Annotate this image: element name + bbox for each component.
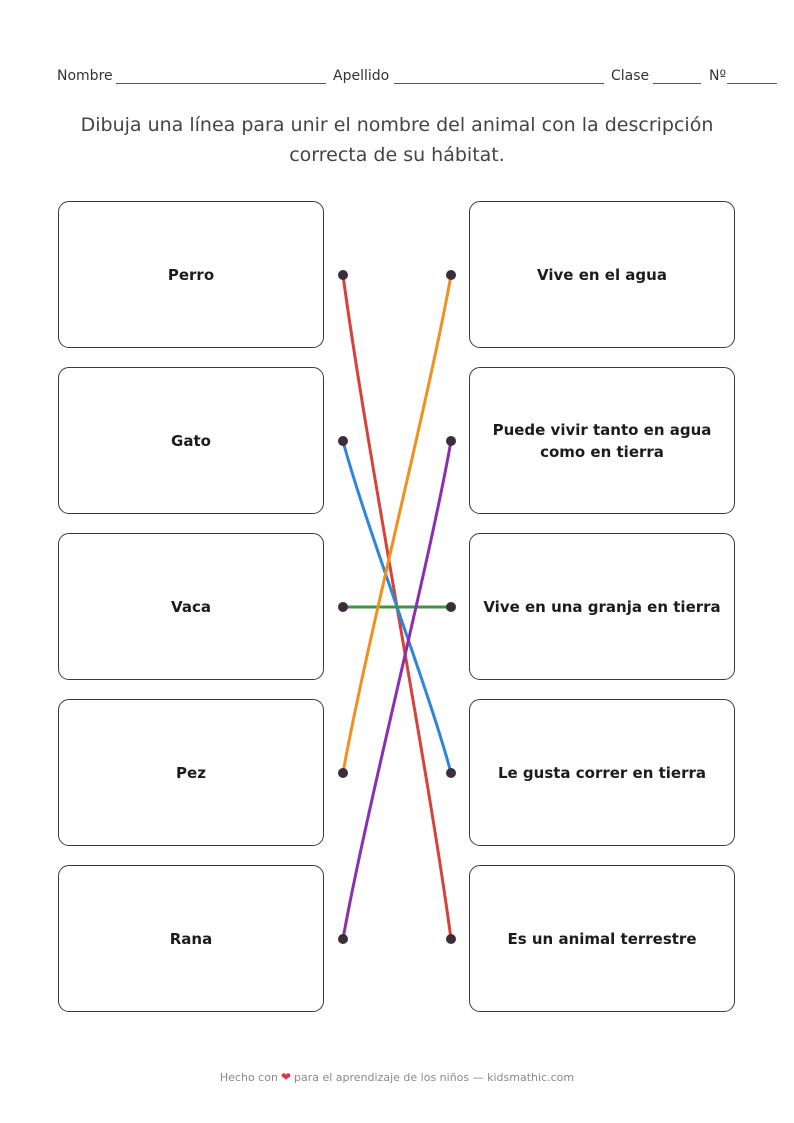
name-label: Nombre: [57, 68, 113, 84]
right-connector-dot-0[interactable]: [446, 270, 456, 280]
right-connector-dot-3[interactable]: [446, 768, 456, 778]
right-connector-dot-4[interactable]: [446, 934, 456, 944]
animal-label: Gato: [171, 431, 211, 450]
surname-label: Apellido: [333, 68, 390, 84]
habitat-label: Vive en el agua: [537, 265, 667, 284]
habitat-label: Es un animal terrestre: [507, 929, 697, 948]
left-connector-dot-2[interactable]: [338, 602, 348, 612]
footer: [0, 1070, 794, 1084]
right-connector-dot-2[interactable]: [446, 602, 456, 612]
left-connector-dot-4[interactable]: [338, 934, 348, 944]
right-connector-dot-1[interactable]: [446, 436, 456, 446]
habitat-label: Vive en una granja en tierra: [483, 597, 721, 616]
habitat-label: Le gusta correr en tierra: [497, 763, 707, 782]
animal-label: Perro: [167, 265, 215, 284]
animal-label: Pez: [176, 763, 206, 782]
left-connector-dot-3[interactable]: [338, 768, 348, 778]
footer-suffix: para el aprendizaje de los niños — kidsmathic.com: [294, 1071, 575, 1084]
left-connector-dot-1[interactable]: [338, 436, 348, 446]
footer-prefix: Hecho con: [219, 1071, 278, 1084]
habitat-label: Puede vivir tanto en agua como en tierra: [492, 420, 712, 461]
instructions-text: Dibuja una línea para unir el nombre del animal con la descripción correcta de su hábitat.: [80, 114, 714, 166]
heart-icon: ❤: [280, 1070, 291, 1084]
animal-label: Vaca: [171, 597, 211, 616]
number-label: Nº: [709, 68, 727, 84]
class-label: Clase: [611, 68, 650, 84]
left-connector-dot-0[interactable]: [338, 270, 348, 280]
animal-label: Rana: [169, 929, 213, 948]
